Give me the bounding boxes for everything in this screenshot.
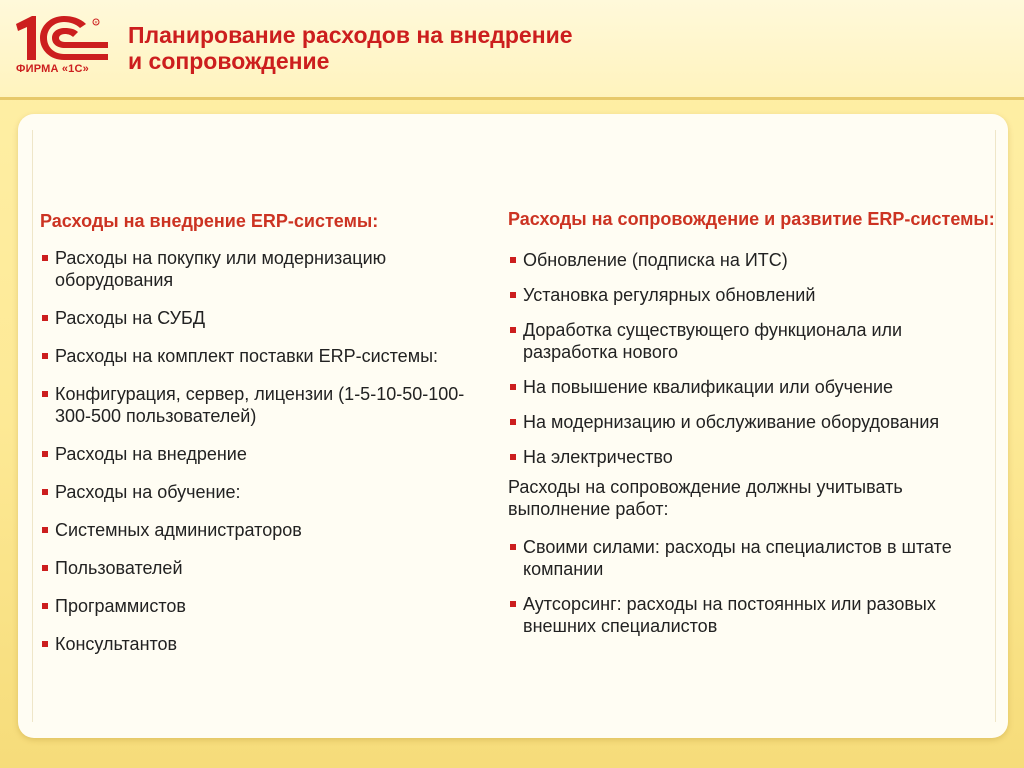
list-item: Расходы на СУБД <box>40 307 480 329</box>
list-item: На электричество <box>508 446 998 468</box>
list-item: Пользователей <box>40 557 480 579</box>
support-costs-list <box>508 249 998 468</box>
list-item: Установка регулярных обновлений <box>508 284 998 306</box>
list-item: Доработка существующего функционала или разработка нового <box>508 319 998 363</box>
bullet-icon <box>42 641 48 647</box>
bullet-icon <box>42 565 48 571</box>
support-costs-heading: Расходы на сопровождение и развитие ERP-системы: <box>508 209 995 229</box>
list-item: Аутсорсинг: расходы на постоянных или разовых внешних специалистов <box>508 593 998 637</box>
implementation-costs-list <box>40 247 480 655</box>
list-item: Обновление (подписка на ИТС) <box>508 249 998 271</box>
bullet-icon <box>42 603 48 609</box>
work-options-list <box>508 536 998 637</box>
bullet-icon <box>42 451 48 457</box>
list-item: Расходы на комплект поставки ERP-системы: <box>40 345 480 367</box>
list-item: Системных администраторов <box>40 519 480 541</box>
bullet-icon <box>510 419 516 425</box>
bullet-icon <box>42 255 48 261</box>
support-note: Расходы на сопровождение должны учитывать выполнение работ: <box>508 477 903 519</box>
bullet-icon <box>510 454 516 460</box>
implementation-costs-column <box>40 211 480 671</box>
header-divider <box>0 97 1024 100</box>
bullet-icon <box>510 384 516 390</box>
bullet-icon <box>510 601 516 607</box>
bullet-icon <box>42 527 48 533</box>
list-item: Расходы на покупку или модернизацию оборудования <box>40 247 480 291</box>
list-item: На модернизацию и обслуживание оборудования <box>508 411 998 433</box>
bullet-icon <box>42 489 48 495</box>
list-item: Расходы на внедрение <box>40 443 480 465</box>
list-item: Консультантов <box>40 633 480 655</box>
company-name: ФИРМА «1С» <box>16 63 89 75</box>
list-item: На повышение квалификации или обучение <box>508 376 998 398</box>
list-item: Конфигурация, сервер, лицензии (1-5-10-50-100-300-500 пользователей) <box>40 383 480 427</box>
list-item: Программистов <box>40 595 480 617</box>
title-line-1: Планирование расходов на внедрение <box>128 22 573 48</box>
bullet-icon <box>510 327 516 333</box>
list-item: Расходы на обучение: <box>40 481 480 503</box>
bullet-icon <box>42 391 48 397</box>
page-title <box>128 22 573 74</box>
bullet-icon <box>510 257 516 263</box>
svg-text:R: R <box>94 19 98 25</box>
bullet-icon <box>510 292 516 298</box>
list-item: Своими силами: расходы на специалистов в штате компании <box>508 536 998 580</box>
bullet-icon <box>42 353 48 359</box>
implementation-costs-heading: Расходы на внедрение ERP-системы: <box>40 211 379 231</box>
bullet-icon <box>510 544 516 550</box>
bullet-icon <box>42 315 48 321</box>
support-costs-column <box>508 209 998 650</box>
title-line-2: и сопровождение <box>128 48 330 74</box>
